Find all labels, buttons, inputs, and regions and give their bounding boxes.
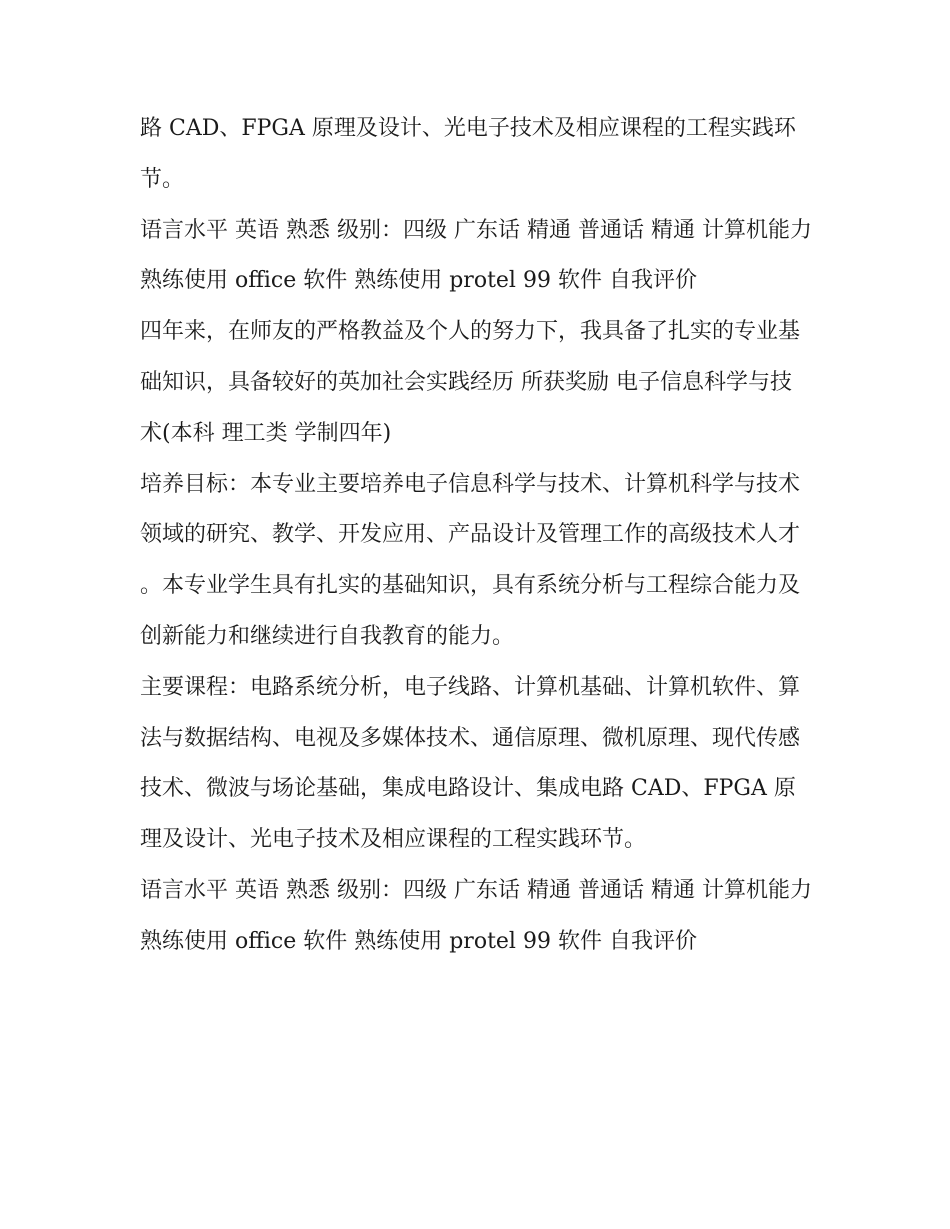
- paragraph-skills: 语言水平 英语 熟悉 级别：四级 广东话 精通 普通话 精通 计算机能力 熟练使用 office 软件 熟练使用 protel 99 软件 自我评价: [140, 217, 812, 294]
- paragraph-course-continuation: 路 CAD、FPGA 原理及设计、光电子技术及相应课程的工程实践环节。: [140, 116, 796, 192]
- paragraph-main-courses: 主要课程：电路系统分析，电子线路、计算机基础、计算机软件、算法与数据结构、电视及多媒体技术、通信原理、微机原理、现代传感技术、微波与场论基础，集成电路设计、集成电路 CAD、FPGA 原理及设计、光电子技术及相应课程的工程实践环节。: [140, 674, 801, 853]
- paragraph-training-goal: 培养目标：本专业主要培养电子信息科学与技术、计算机科学与技术领域的研究、教学、开发应用、产品设计及管理工作的高级技术人才。本专业学生具有扎实的基础知识，具有系统分析与工程综合能力及创新能力和继续进行自我教育的能力。: [140, 471, 801, 649]
- paragraph-skills-repeat: 语言水平 英语 熟悉 级别：四级 广东话 精通 普通话 精通 计算机能力 熟练使用 office 软件 熟练使用 protel 99 软件 自我评价: [140, 877, 812, 954]
- paragraph-self-evaluation: 四年来，在师友的严格教益及个人的努力下，我具备了扎实的专业基础知识，具备较好的英加社会实践经历 所获奖励 电子信息科学与技术(本科 理工类 学制四年): [140, 319, 801, 446]
- document-body: [140, 104, 812, 968]
